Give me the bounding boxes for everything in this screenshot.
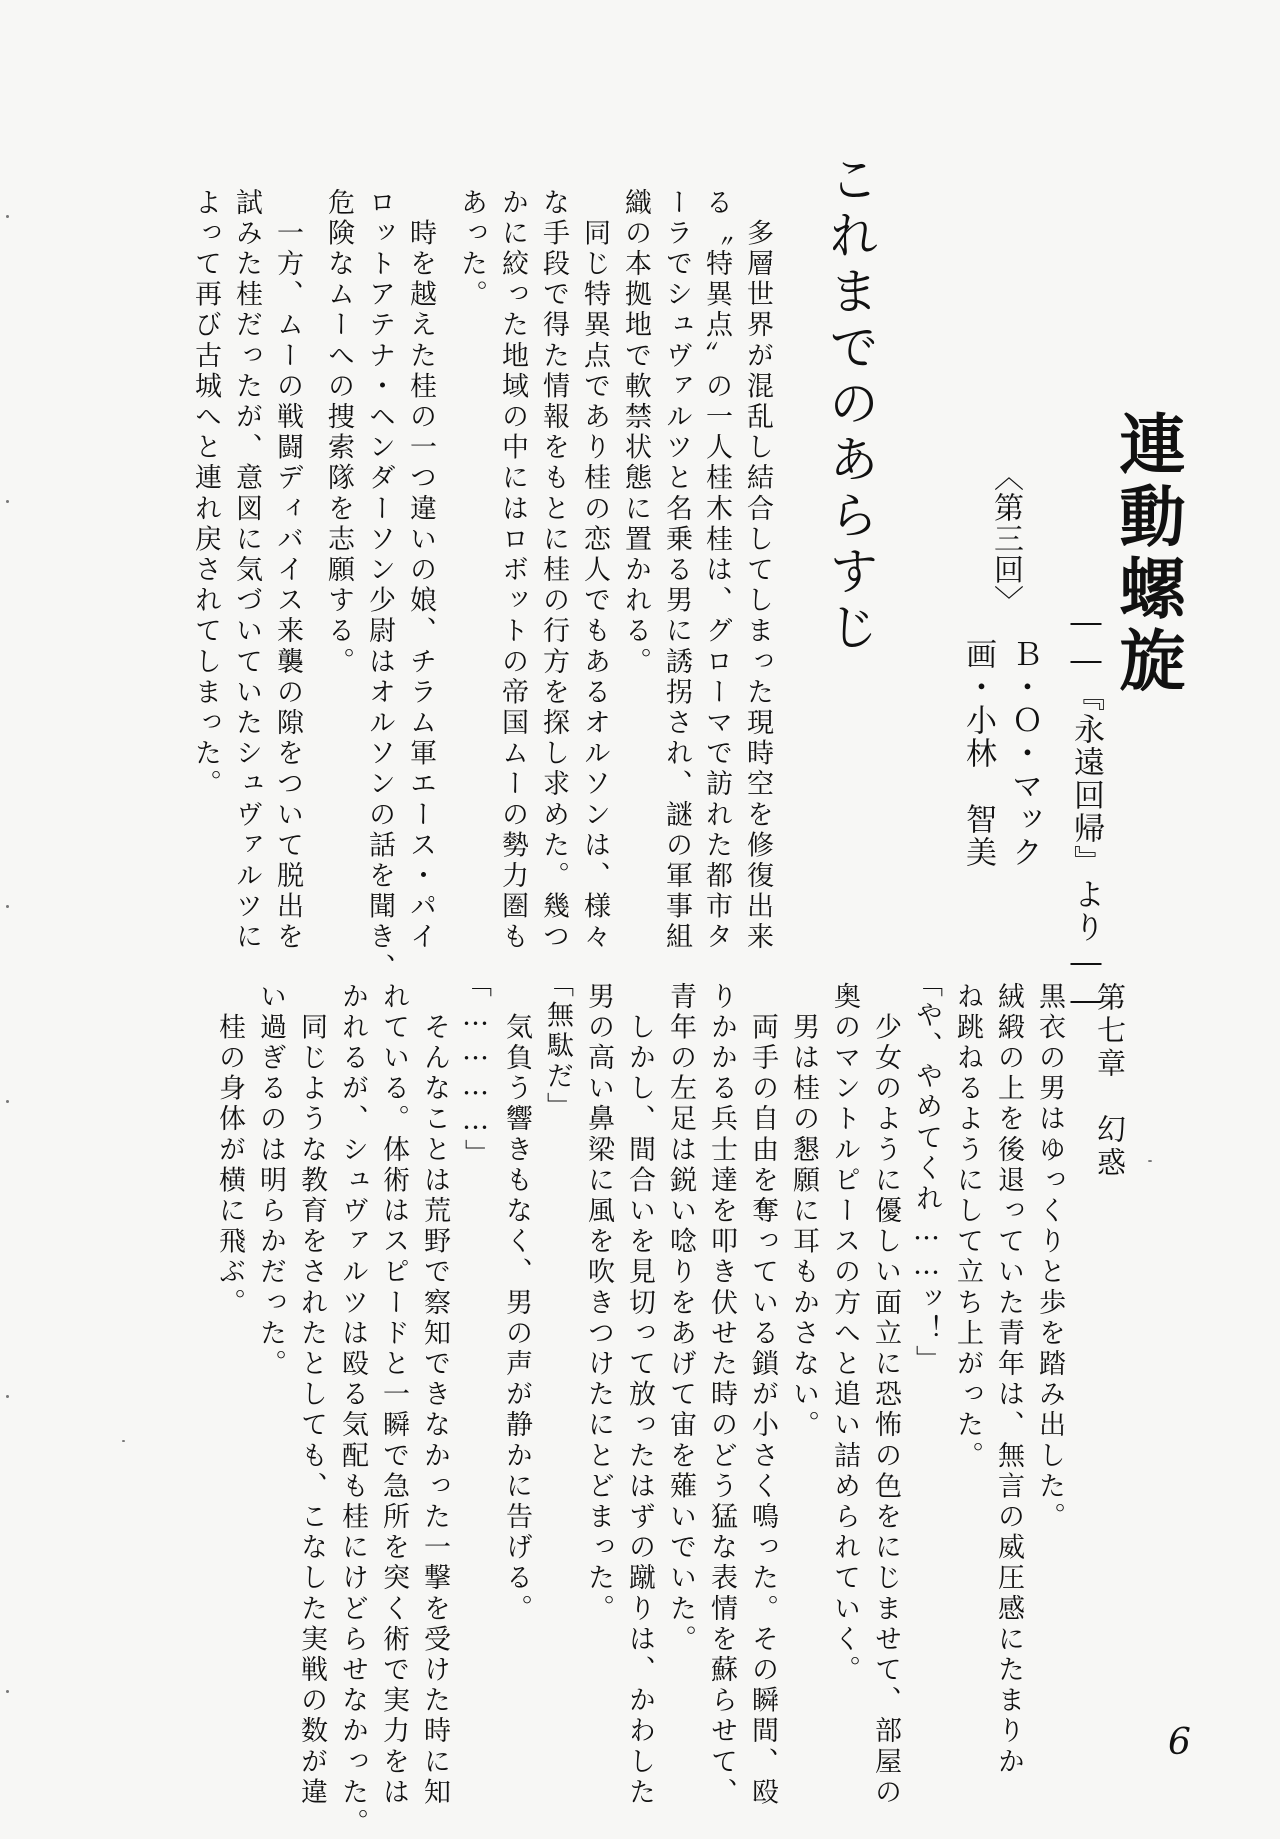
synopsis-line: 多層世界が混乱し結合してしまった現時空を修復出来 [742,188,773,953]
chapter-line: い過ぎるのは明らかだった。 [255,982,286,1380]
synopsis-line: る〝特異点〟の一人桂木桂は、グローマで訪れた都市タ [701,188,732,953]
chapter-line: しかし、間合いを見切って放ったはずの蹴りは、かわした [624,982,655,1809]
chapter-line: 青年の左足は鋭い唸りをあげて宙を薙いでいた。 [665,982,696,1656]
synopsis-line: かに絞った地域の中にはロボットの帝国ムーの勢力圏も [497,188,528,953]
chapter-line: 「無駄だ」 [542,970,573,1123]
scan-speck [122,1440,125,1442]
chapter-line: 両手の自由を奪っている鎖が小さく鳴った。その瞬間、殴 [747,982,778,1809]
chapter-line: 「や、やめてくれ……ッ！」 [911,970,942,1376]
story-title: 連動螺旋 [1108,410,1186,698]
chapter-line: 絨緞の上を後退っていた青年は、無言の威圧感にたまりか [993,982,1024,1778]
scan-speck [6,1395,9,1398]
illustrator-credit: 画・小林 智美 [960,638,996,869]
chapter-line: そんなことは荒野で察知できなかった一撃を受けた時に知 [419,982,450,1809]
synopsis-line: よって再び古城へと連れ戻されてしまった。 [190,188,221,800]
chapter-line: 気負う響きもなく、男の声が静かに告げる。 [501,982,532,1625]
chapter-line: りかかる兵士達を叩き伏せた時のどう猛な表情を蘇らせて、 [706,982,737,1809]
chapter-line: れている。体術はスピードと一瞬で急所を突く術で実力をは [378,982,409,1809]
synopsis-line: 時を越えた桂の一つ違いの娘、チラム軍エース・パイ [405,188,436,953]
synopsis-line: ーラでシュヴァルツと名乗る男に誘拐され、謎の軍事組 [661,188,692,953]
synopsis-line: 危険なムーへの捜索隊を志願する。 [323,188,354,678]
chapter-line: 同じような教育をされたとしても、こなした実戦の数が違 [296,982,327,1809]
chapter-line: 男は桂の懇願に耳もかさない。 [788,982,819,1441]
synopsis-line: ロットアテナ・ヘンダーソン少尉はオルソンの話を聞き、 [364,188,395,984]
synopsis-line: 試みた桂だったが、意図に気づいていたシュヴァルツに [231,188,262,953]
author-credit: Ｂ・Ｏ・マック [1006,638,1042,869]
page-number: 6 [1168,1722,1191,1763]
chapter-line: 桂の身体が横に飛ぶ。 [214,982,245,1319]
synopsis-line: な手段で得た情報をもとに桂の行方を探し求めた。幾つ [538,188,569,953]
chapter-line: 黒衣の男はゆっくりと歩を踏み出した。 [1034,982,1065,1533]
synopsis-line: 織の本拠地で軟禁状態に置かれる。 [620,188,651,678]
chapter-line: 奥のマントルピースの方へと追い詰められていく。 [829,982,860,1686]
synopsis-line: 同じ特異点であり桂の恋人でもあるオルソンは、様々 [579,188,610,953]
synopsis-line: あった。 [456,188,487,311]
chapter-line: 少女のように優しい面立に恐怖の色をにじませて、部屋の [870,982,901,1809]
chapter-line: 男の高い鼻梁に風を吹きつけたにとどまった。 [583,982,614,1625]
scan-speck [6,905,9,908]
scan-speck [6,500,9,503]
chapter-line: 「…………」 [460,970,491,1170]
story-subtitle: ――『永遠回帰』より―― [1068,604,1104,1020]
synopsis-heading: これまでのあらすじ [821,153,879,657]
scan-speck [1148,1160,1152,1162]
scan-speck [6,215,9,218]
installment-label: 〈第三回〉 [988,461,1023,616]
chapter-line: ね跳ねるようにして立ち上がった。 [952,982,983,1472]
synopsis-line: 一方、ムーの戦闘ディバイス来襲の隙をついて脱出を [272,188,303,953]
chapter-heading: 第七章 幻惑 [1093,982,1127,1180]
chapter-line: かれるが、シュヴァルツは殴る気配も桂にけどらせなかった。 [337,982,368,1839]
scan-speck [6,1100,9,1103]
scan-speck [6,1690,9,1693]
